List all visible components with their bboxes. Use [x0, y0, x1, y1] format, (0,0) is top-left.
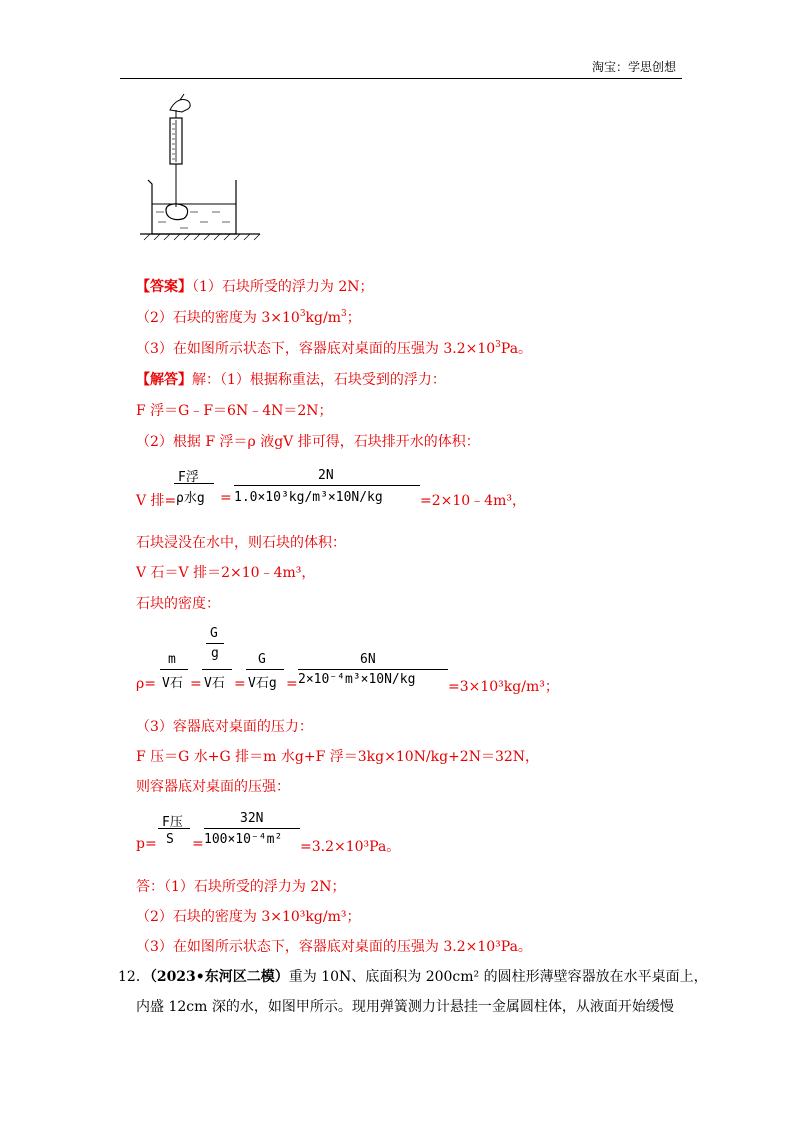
solution-1: 解：（1）根据称重法，石块受到的浮力：: [192, 372, 446, 388]
rho-f1-bar: [160, 669, 188, 670]
answer-line-2: [136, 307, 361, 327]
rho-f2-mid: g: [211, 646, 219, 661]
v-frac-bar: [174, 483, 214, 484]
rho-f2-top: G: [210, 626, 218, 641]
rho-f3-bar: [246, 669, 284, 670]
p-eq: =: [192, 836, 204, 852]
answer-line-1: [136, 276, 374, 296]
answer-3-end: Pa。: [500, 341, 533, 357]
answer-2-unit: kg/m: [305, 310, 341, 326]
question-number: 12．: [118, 969, 150, 985]
question-12-line-2: 内盛 12cm 深的水，如图甲所示。现用弹簧测力计悬挂一金属圆柱体，从液面开始缓慢: [136, 999, 674, 1015]
answer-2-exp: 3: [299, 309, 306, 319]
final-answer-3: （3）在如图所示状态下，容器底对桌面的压强为 3.2×10³Pa。: [136, 939, 532, 955]
rho-eq-1: =: [190, 676, 202, 692]
rho-f2-den: V石: [204, 676, 225, 691]
page-header: [120, 58, 682, 75]
rho-f1-den: V石: [162, 676, 183, 691]
rho-f4-num: 6N: [360, 652, 376, 667]
solution-line-8: F 压＝G 水+G 排＝m 水g+F 浮＝3kg×10N/kg+2N＝32N，: [136, 749, 540, 765]
solution-line-4: 石块浸没在水中，则石块的体积：: [136, 535, 346, 551]
rho-f3-num: G: [258, 652, 266, 667]
v-eq: =: [220, 490, 232, 506]
solution-line-9: 则容器底对桌面的压强：: [136, 779, 290, 795]
header-rule: [120, 78, 682, 79]
p-result: =3.2×10³Pa。: [300, 839, 401, 855]
p-f1-bar: [158, 828, 190, 829]
spring-scale-beaker-figure: [140, 92, 270, 252]
answer-line-3: [136, 338, 532, 358]
final-answer-2: （2）石块的密度为 3×10³kg/m³；: [136, 909, 361, 925]
p-f2-bar: [204, 828, 300, 829]
solution-tag: 【解答】: [136, 372, 192, 388]
rho-f4-den: 2×10⁻⁴m³×10N/kg: [298, 672, 416, 687]
solution-line-7: （3）容器底对桌面的压力：: [136, 719, 313, 735]
v-result: =2×10﹣4m³，: [420, 493, 526, 509]
question-line-1: 重为 10N、底面积为 200cm² 的圆柱形薄壁容器放在水平桌面上，: [288, 969, 708, 985]
rho-eq-2: =: [234, 676, 246, 692]
rho-f3-den: V石g: [248, 676, 277, 691]
rho-f2-innerbar: [206, 643, 224, 644]
rho-f1-num: m: [168, 652, 176, 667]
answer-2-end: ；: [346, 310, 361, 326]
answer-2-text: （2）石块的密度为 3×10: [136, 310, 300, 326]
question-source: （2023•东河区二模）: [149, 969, 289, 985]
v-frac-den: ρ水g: [176, 491, 205, 506]
answer-3-exp: 3: [495, 340, 501, 350]
solution-line-5: V 石＝V 排＝2×10﹣4m³，: [136, 565, 316, 581]
v-frac2-bar: [234, 485, 420, 486]
answer-tag: 【答案】: [136, 279, 192, 295]
rho-eq-3: =: [286, 676, 298, 692]
p-label: p=: [136, 836, 157, 852]
v-frac2-den: 1.0×10³kg/m³×10N/kg: [234, 490, 383, 505]
p-f2-num: 32N: [240, 811, 264, 826]
answer-2-exp2: 3: [340, 309, 347, 319]
answer-3-text: （3）在如图所示状态下，容器底对桌面的压强为 3.2×10: [136, 341, 496, 357]
p-f1-den: S: [166, 832, 174, 847]
final-answer-1: 答：（1）石块所受的浮力为 2N；: [136, 879, 346, 895]
v-frac2-num: 2N: [318, 468, 334, 483]
v-frac-num: F浮: [178, 470, 199, 485]
p-f2-den: 100×10⁻⁴m²: [204, 832, 283, 847]
question-12-line-1: [118, 966, 708, 986]
p-f1-num: F压: [162, 815, 183, 830]
v-label: V 排=: [136, 493, 177, 509]
solution-line-3: （2）根据 F 浮＝ρ 液gV 排可得，石块排开水的体积：: [136, 434, 480, 450]
solution-line-6: 石块的密度：: [136, 596, 220, 612]
rho-f2-bar: [202, 669, 232, 670]
solution-line-1: [136, 369, 446, 389]
header-text: 淘宝：学思创想: [591, 60, 676, 74]
rho-result: =3×10³kg/m³；: [448, 679, 559, 695]
rho-f4-bar: [298, 669, 448, 670]
answer-1: （1）石块所受的浮力为 2N；: [192, 279, 374, 295]
solution-line-2: F 浮＝G﹣F＝6N﹣4N＝2N；: [136, 403, 333, 419]
rho-label: ρ=: [136, 676, 156, 692]
